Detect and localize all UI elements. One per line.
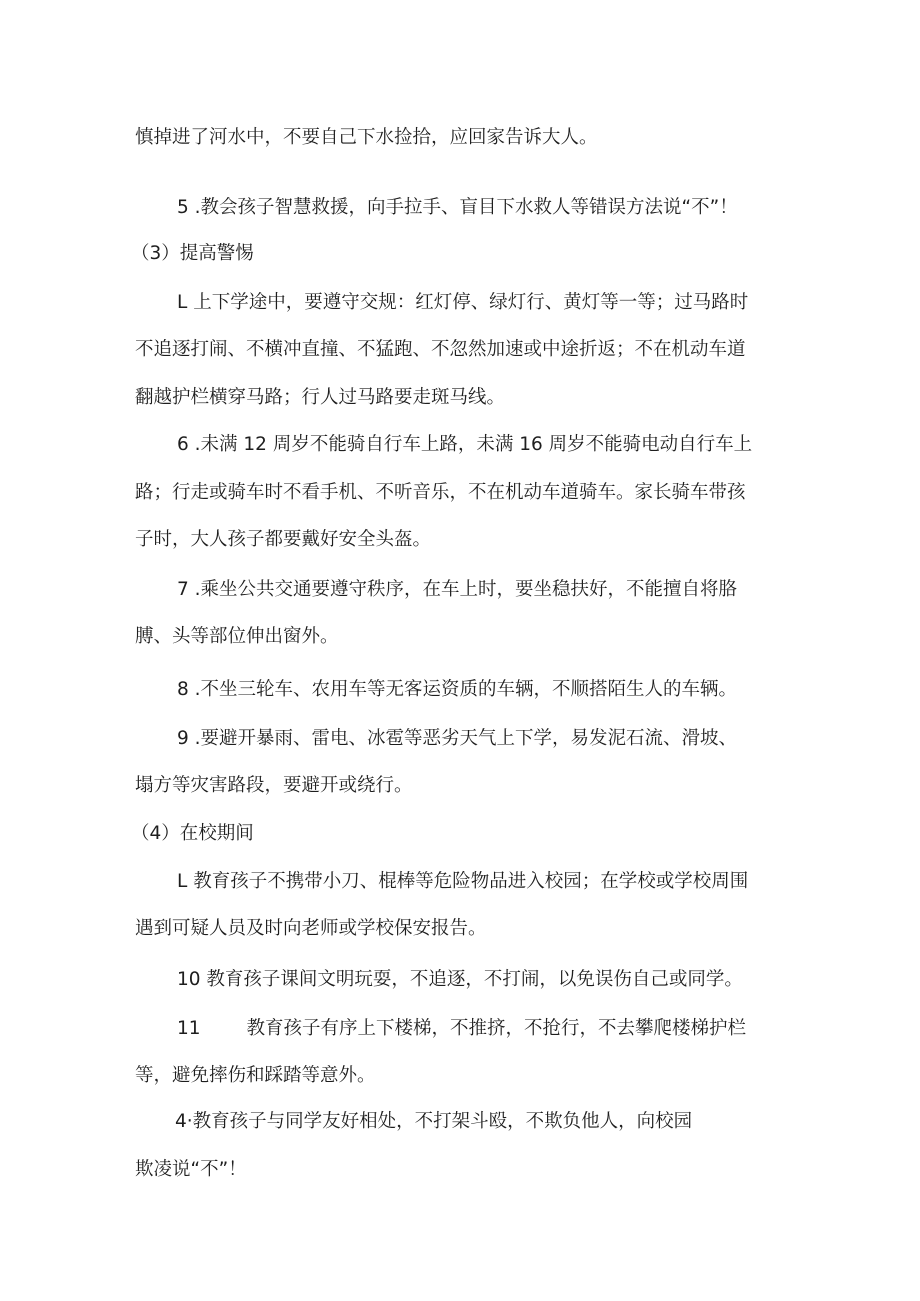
text-line: 欺凌说“不”！: [135, 1159, 247, 1180]
text-line: 9 .要避开暴雨、雷电、冰雹等恶劣天气上下学，易发泥石流、滑坡、: [177, 728, 738, 749]
text-line: L 教育孩子不携带小刀、棍棒等危险物品进入校园；在学校或学校周围: [177, 871, 749, 892]
text-line: 5 .教会孩子智慧救援，向手拉手、盲目下水救人等错误方法说“不”！: [177, 197, 738, 218]
item-text: 教育孩子有序上下楼梯，不推挤，不抢行，不去攀爬楼梯护栏: [246, 1018, 747, 1039]
text-line: 8 .不坐三轮车、农用车等无客运资质的车辆，不顺搭陌生人的车辆。: [177, 679, 738, 700]
text-line: 10 教育孩子课间文明玩耍，不追逐，不打闹，以免误伤自己或同学。: [177, 969, 743, 990]
text-line: 慎掉进了河水中，不要自己下水捡拾，应回家告诉大人。: [135, 127, 598, 148]
text-line: L 上下学途中，要遵守交规：红灯停、绿灯行、黄灯等一等；过马路时: [177, 292, 749, 313]
section-heading: （4）在校期间: [131, 823, 254, 844]
text-line: [177, 1017, 746, 1041]
text-line: 遇到可疑人员及时向老师或学校保安报告。: [135, 918, 487, 939]
text-line: 7 .乘坐公共交通要遵守秩序，在车上时，要坐稳扶好，不能擅自将胳: [177, 579, 738, 600]
text-line: 4·教育孩子与同学友好相处，不打架斗殴，不欺负他人，向校园: [175, 1111, 693, 1132]
text-line: 不追逐打闹、不横冲直撞、不猛跑、不忽然加速或中途折返；不在机动车道: [135, 339, 746, 360]
section-heading: （3）提高警惕: [131, 243, 254, 264]
text-line: 塌方等灾害路段，要避开或绕行。: [135, 775, 413, 796]
text-line: 子时，大人孩子都要戴好安全头盔。: [135, 529, 432, 550]
text-line: 等，避免摔伤和踩踏等意外。: [135, 1065, 376, 1086]
item-number: 11: [177, 1018, 201, 1039]
text-line: 6 .未满 12 周岁不能骑自行车上路，未满 16 周岁不能骑电动自行车上: [177, 434, 753, 455]
text-line: 路；行走或骑车时不看手机、不听音乐，不在机动车道骑车。家长骑车带孩: [135, 482, 746, 503]
text-line: 翻越护栏横穿马路；行人过马路要走斑马线。: [135, 387, 506, 408]
text-line: 膊、头等部位伸出窗外。: [135, 626, 339, 647]
